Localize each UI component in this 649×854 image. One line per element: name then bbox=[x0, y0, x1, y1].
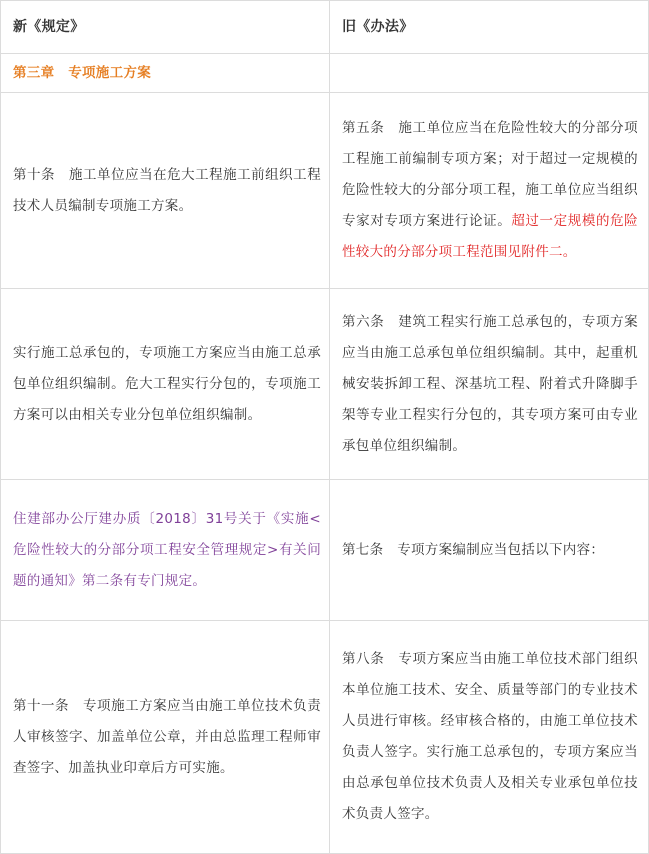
header-old: 旧《办法》 bbox=[330, 1, 649, 54]
new-article-10: 第十条 施工单位应当在危大工程施工前组织工程技术人员编制专项施工方案。 bbox=[1, 93, 330, 289]
new-article-11: 第十一条 专项施工方案应当由施工单位技术负责人审核签字、加盖单位公章，并由总监理工程师审查签字、加盖执业印章后方可实施。 bbox=[1, 621, 330, 854]
chapter-empty-cell bbox=[330, 54, 649, 93]
old-article-5-red-note: 超过一定规模的危险性较大的分部分项工程范围见附件二。 bbox=[342, 213, 638, 260]
header-new: 新《规定》 bbox=[1, 1, 330, 54]
table-row bbox=[1, 480, 649, 621]
chapter-row bbox=[1, 54, 649, 93]
old-article-8: 第八条 专项方案应当由施工单位技术部门组织本单位施工技术、安全、质量等部门的专业技术人员进行审核。经审核合格的，由施工单位技术负责人签字。实行施工总承包的，专项方案应当由总承包单位技术负责人及相关专业承包单位技术负责人签字。 bbox=[330, 621, 649, 854]
table-row bbox=[1, 289, 649, 480]
table-row bbox=[1, 93, 649, 289]
old-article-6: 第六条 建筑工程实行施工总承包的，专项方案应当由施工总承包单位组织编制。其中，起重机械安装拆卸工程、深基坑工程、附着式升降脚手架等专业工程实行分包的，其专项方案可由专业承包单位组织编制。 bbox=[330, 289, 649, 480]
table-header-row bbox=[1, 1, 649, 54]
new-notice-reference: 住建部办公厅建办质〔2018〕31号关于《实施<危险性较大的分部分项工程安全管理规定>有关问题的通知》第二条有专门规定。 bbox=[1, 480, 330, 621]
new-article-10-cont: 实行施工总承包的，专项施工方案应当由施工总承包单位组织编制。危大工程实行分包的，专项施工方案可以由相关专业分包单位组织编制。 bbox=[1, 289, 330, 480]
old-article-5 bbox=[330, 93, 649, 289]
old-article-5-text: 第五条 施工单位应当在危险性较大的分部分项工程施工前编制专项方案；对于超过一定规模的危险性较大的分部分项工程，施工单位应当组织专家对专项方案进行论证。 bbox=[342, 120, 638, 229]
table-row bbox=[1, 621, 649, 854]
chapter-label: 第三章 专项施工方案 bbox=[13, 64, 151, 81]
chapter-title bbox=[1, 54, 330, 93]
old-article-7: 第七条 专项方案编制应当包括以下内容： bbox=[330, 480, 649, 621]
